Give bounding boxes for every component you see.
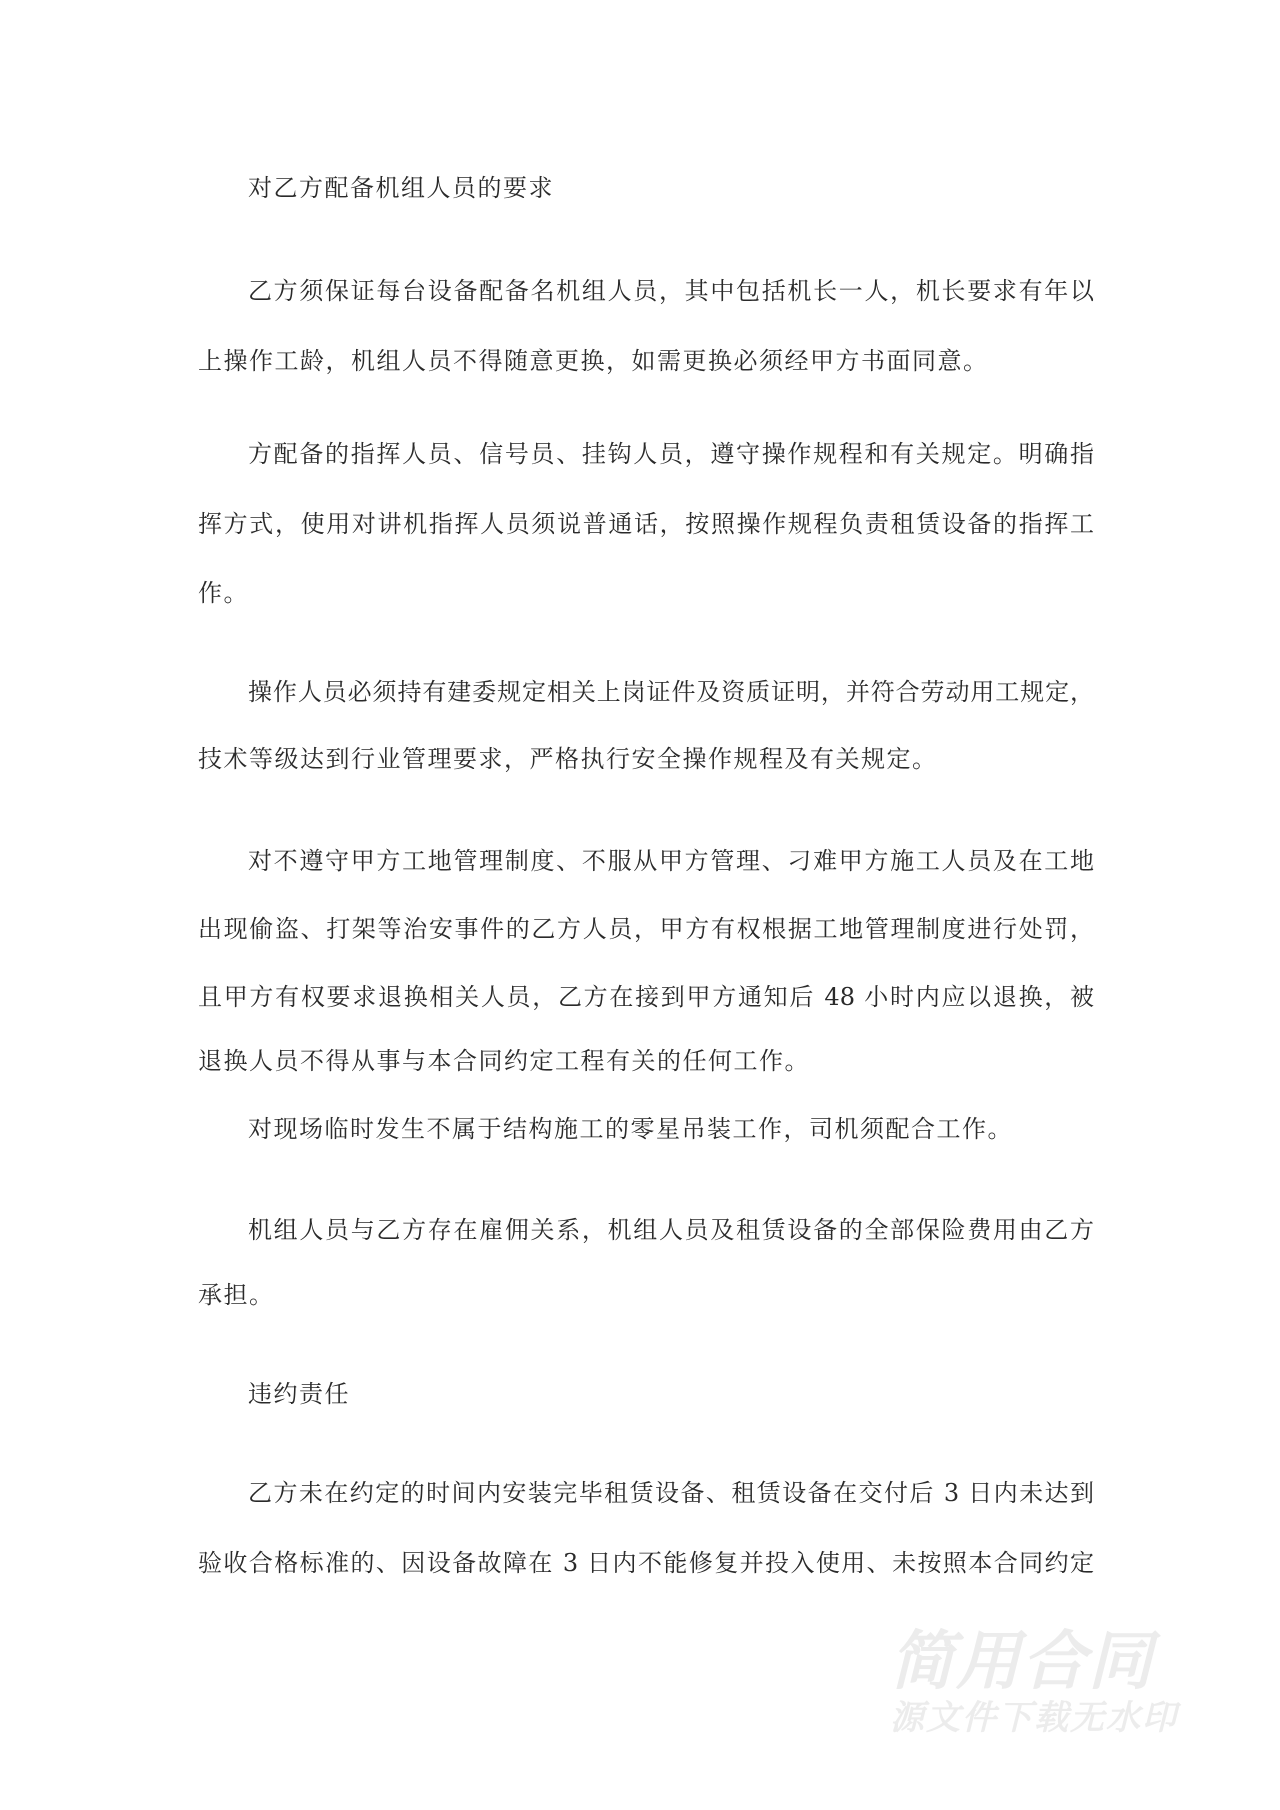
paragraph-line: 对不遵守甲方工地管理制度、不服从甲方管理、刁难甲方施工人员及在工地 [248, 847, 1094, 875]
watermark-tagline: 源文件下载无水印 [890, 1698, 1178, 1738]
paragraph-line: 且甲方有权要求退换相关人员，乙方在接到甲方通知后 48 小时内应以退换，被 [198, 983, 1094, 1011]
paragraph-line: 乙方须保证每台设备配备名机组人员，其中包括机长一人，机长要求有年以 [248, 277, 1094, 305]
section-heading: 对乙方配备机组人员的要求 [248, 174, 554, 202]
paragraph-line: 上操作工龄，机组人员不得随意更换，如需更换必须经甲方书面同意。 [198, 347, 989, 375]
paragraph-line: 技术等级达到行业管理要求，严格执行安全操作规程及有关规定。 [198, 745, 938, 773]
paragraph-line: 验收合格标准的、因设备故障在 3 日内不能修复并投入使用、未按照本合同约定 [198, 1549, 1094, 1577]
paragraph-line: 挥方式，使用对讲机指挥人员须说普通话，按照操作规程负责租赁设备的指挥工 [198, 510, 1094, 538]
paragraph-line: 方配备的指挥人员、信号员、挂钩人员，遵守操作规程和有关规定。明确指 [248, 440, 1094, 468]
paragraph-line: 对现场临时发生不属于结构施工的零星吊装工作，司机须配合工作。 [248, 1115, 1013, 1143]
section-heading: 违约责任 [248, 1380, 350, 1408]
paragraph-line: 操作人员必须持有建委规定相关上岗证件及资质证明，并符合劳动用工规定， [248, 678, 1094, 706]
paragraph-line: 出现偷盗、打架等治安事件的乙方人员，甲方有权根据工地管理制度进行处罚， [198, 915, 1094, 943]
paragraph-line: 机组人员与乙方存在雇佣关系，机组人员及租赁设备的全部保险费用由乙方 [248, 1216, 1094, 1244]
paragraph-line: 承担。 [198, 1281, 275, 1309]
paragraph-line: 退换人员不得从事与本合同约定工程有关的任何工作。 [198, 1047, 810, 1075]
watermark-logo: 简用合同 [890, 1625, 1154, 1699]
paragraph-line: 乙方未在约定的时间内安装完毕租赁设备、租赁设备在交付后 3 日内未达到 [248, 1479, 1094, 1507]
paragraph-line: 作。 [198, 579, 249, 607]
